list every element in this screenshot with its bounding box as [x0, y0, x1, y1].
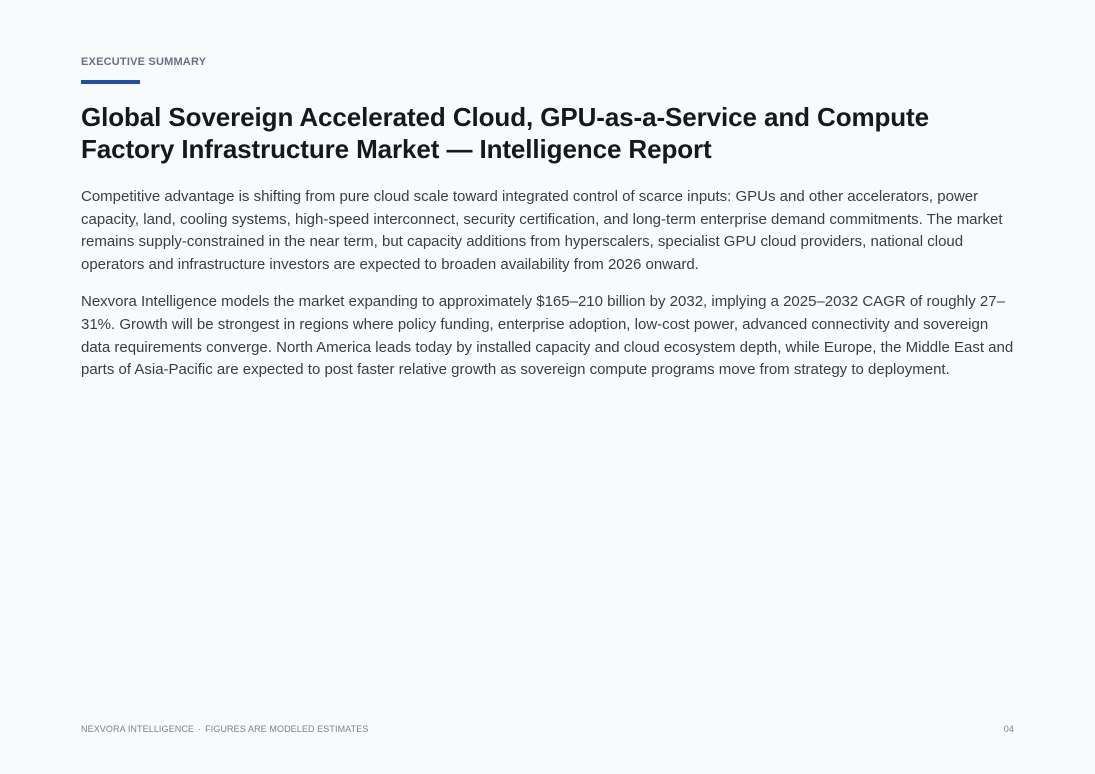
- page-number: 04: [1003, 724, 1014, 734]
- page-footer: [81, 724, 1014, 736]
- title-line-1: Global Sovereign Accelerated Cloud, GPU-as-a-Service and Compute: [81, 102, 929, 132]
- footer-left: [81, 724, 368, 734]
- footer-separator: ·: [198, 724, 202, 734]
- section-eyebrow: EXECUTIVE SUMMARY: [81, 56, 207, 68]
- report-page: [81, 56, 1016, 382]
- title-line-2: Factory Infrastructure Market — Intelligence Report: [81, 134, 712, 164]
- page-title: [81, 101, 1016, 165]
- footer-brand: NEXVORA INTELLIGENCE: [81, 724, 195, 734]
- body-paragraph-2: Nexvora Intelligence models the market expanding to approximately $165–210 billion by 2032, implying a 2025–2032 CAGR of roughly 27–31%. Growth will be strongest in regions where policy funding, enterprise adoption, low-cost power, advanced connectivity and sovereign data requirements converge. North America leads today by installed capacity and cloud ecosystem depth, while Europe, the Middle East and parts of Asia-Pacific are expected to post faster relative growth as sovereign compute programs move from strategy to deployment.: [81, 293, 1014, 379]
- footer-note: FIGURES ARE MODELED ESTIMATES: [205, 724, 369, 734]
- accent-bar: [81, 80, 140, 84]
- body-paragraph-1: Competitive advantage is shifting from pure cloud scale toward integrated control of scarce inputs: GPUs and other accelerators, power capacity, land, cooling systems, high-speed interconnect, security certification, and long-term enterprise demand commitments. The market remains supply-constrained in the near term, but capacity additions from hyperscalers, specialist GPU cloud providers, national cloud operators and infrastructure investors are expected to broaden availability from 2026 onward.: [81, 188, 1003, 273]
